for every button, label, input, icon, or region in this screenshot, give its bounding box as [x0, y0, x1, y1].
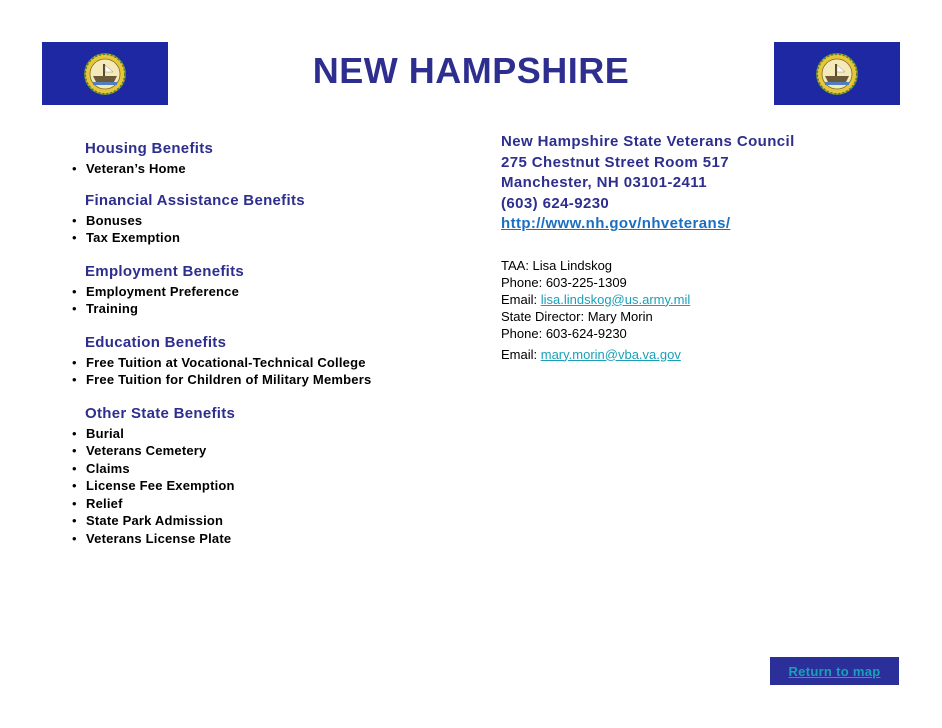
- council-address-1: 275 Chestnut Street Room 517: [501, 153, 729, 171]
- section-heading: Financial Assistance Benefits: [85, 191, 305, 209]
- contacts-block: [501, 257, 921, 363]
- section-heading: Other State Benefits: [85, 404, 236, 422]
- list-item: • Tax Exemption: [70, 229, 490, 247]
- list-item: • Free Tuition for Children of Military Members: [70, 371, 490, 389]
- list-item: • Relief: [70, 495, 490, 513]
- taa-phone: Phone: 603-225-1309: [501, 274, 627, 290]
- contact-info: [501, 132, 921, 363]
- other-section: [70, 405, 490, 548]
- list-item: • Burial: [70, 425, 490, 443]
- list-item: • Employment Preference: [70, 283, 490, 301]
- housing-section: [70, 140, 490, 178]
- page-title: NEW HAMPSHIRE: [312, 50, 630, 91]
- email-label: Email:: [501, 346, 541, 362]
- council-name: New Hampshire State Veterans Council: [501, 133, 795, 150]
- list-item: • Veteran’s Home: [70, 160, 490, 178]
- council-block: [501, 132, 921, 235]
- director-phone: Phone: 603-624-9230: [501, 325, 627, 341]
- director-name: State Director: Mary Morin: [501, 308, 653, 324]
- list-item: • Veterans License Plate: [70, 530, 490, 548]
- list-item: • Training: [70, 300, 490, 318]
- return-to-map-label[interactable]: Return to map: [788, 663, 881, 679]
- director-email-row: [501, 346, 921, 363]
- benefits-list: [70, 140, 490, 547]
- list-item: • License Fee Exemption: [70, 477, 490, 495]
- list-item: • Claims: [70, 460, 490, 478]
- council-phone: (603) 624-9230: [501, 194, 610, 212]
- education-section: [70, 334, 490, 389]
- taa-email-link[interactable]: lisa.lindskog@us.army.mil: [540, 291, 691, 307]
- council-address-2: Manchester, NH 03101-2411: [501, 174, 707, 191]
- return-to-map-button[interactable]: [770, 657, 899, 685]
- list-item: • State Park Admission: [70, 512, 490, 530]
- section-heading: Employment Benefits: [85, 262, 245, 280]
- financial-section: [70, 192, 490, 247]
- list-item: • Free Tuition at Vocational-Technical College: [70, 354, 490, 372]
- taa-name: TAA: Lisa Lindskog: [501, 257, 613, 273]
- section-heading: Education Benefits: [85, 333, 227, 351]
- email-label: Email:: [501, 291, 541, 307]
- section-heading: Housing Benefits: [85, 140, 214, 157]
- council-website-link[interactable]: http://www.nh.gov/nhveterans/: [501, 215, 731, 232]
- employment-section: [70, 263, 490, 318]
- list-item: • Bonuses: [70, 212, 490, 230]
- director-email-link[interactable]: mary.morin@vba.va.gov: [540, 346, 681, 362]
- list-item: • Veterans Cemetery: [70, 442, 490, 460]
- taa-email-row: [501, 291, 921, 308]
